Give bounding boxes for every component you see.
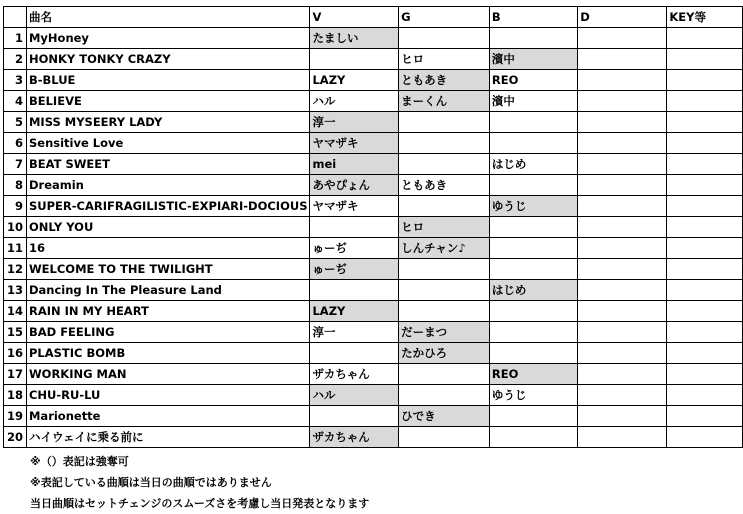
cell-guitar: しんチャン♪	[399, 238, 490, 259]
table-row	[4, 91, 743, 112]
cell-bass	[489, 343, 577, 364]
cell-guitar: ともあき	[399, 70, 490, 91]
setlist-table	[3, 6, 743, 448]
cell-bass: ゆうじ	[489, 196, 577, 217]
cell-number: 7	[4, 154, 27, 175]
cell-drums	[578, 259, 667, 280]
cell-drums	[578, 112, 667, 133]
cell-drums	[578, 217, 667, 238]
cell-guitar	[399, 385, 490, 406]
cell-bass	[489, 217, 577, 238]
header-drums: D	[578, 7, 667, 28]
cell-vocal: LAZY	[310, 301, 399, 322]
cell-bass	[489, 427, 577, 448]
cell-number: 4	[4, 91, 27, 112]
cell-bass	[489, 175, 577, 196]
cell-vocal: あやぴょん	[310, 175, 399, 196]
cell-song: Marionette	[26, 406, 310, 427]
cell-song: Dancing In The Pleasure Land	[26, 280, 310, 301]
cell-number: 2	[4, 49, 27, 70]
table-row	[4, 343, 743, 364]
cell-key	[667, 427, 743, 448]
cell-drums	[578, 385, 667, 406]
cell-drums	[578, 322, 667, 343]
cell-key	[667, 133, 743, 154]
cell-vocal	[310, 343, 399, 364]
cell-number: 15	[4, 322, 27, 343]
header-vocal: V	[310, 7, 399, 28]
cell-guitar	[399, 259, 490, 280]
cell-number: 10	[4, 217, 27, 238]
cell-number: 13	[4, 280, 27, 301]
cell-bass: はじめ	[489, 154, 577, 175]
cell-drums	[578, 364, 667, 385]
cell-bass	[489, 322, 577, 343]
cell-drums	[578, 280, 667, 301]
cell-song: PLASTIC BOMB	[26, 343, 310, 364]
cell-vocal: ヤマザキ	[310, 196, 399, 217]
cell-bass	[489, 238, 577, 259]
cell-key	[667, 301, 743, 322]
cell-song: ONLY YOU	[26, 217, 310, 238]
cell-key	[667, 154, 743, 175]
cell-guitar: ともあき	[399, 175, 490, 196]
cell-number: 11	[4, 238, 27, 259]
cell-number: 5	[4, 112, 27, 133]
cell-drums	[578, 196, 667, 217]
header-song: 曲名	[26, 7, 310, 28]
cell-bass	[489, 133, 577, 154]
cell-song: B-BLUE	[26, 70, 310, 91]
cell-vocal: 淳一	[310, 322, 399, 343]
note-line: ※（）表記は強奪可	[30, 455, 129, 468]
cell-number: 12	[4, 259, 27, 280]
cell-guitar: まーくん	[399, 91, 490, 112]
cell-drums	[578, 427, 667, 448]
table-row	[4, 259, 743, 280]
table-row	[4, 238, 743, 259]
cell-song: WELCOME TO THE TWILIGHT	[26, 259, 310, 280]
cell-vocal	[310, 280, 399, 301]
cell-bass: ゆうじ	[489, 385, 577, 406]
cell-bass: REO	[489, 70, 577, 91]
cell-bass	[489, 259, 577, 280]
header-number	[4, 7, 27, 28]
cell-vocal: mei	[310, 154, 399, 175]
cell-vocal: ハル	[310, 91, 399, 112]
cell-song: BEAT SWEET	[26, 154, 310, 175]
cell-bass: 濱中	[489, 49, 577, 70]
cell-key	[667, 343, 743, 364]
cell-drums	[578, 133, 667, 154]
cell-key	[667, 385, 743, 406]
table-row	[4, 217, 743, 238]
cell-vocal: ザカちゃん	[310, 364, 399, 385]
cell-key	[667, 280, 743, 301]
cell-vocal	[310, 217, 399, 238]
cell-number: 1	[4, 28, 27, 49]
cell-song: CHU-RU-LU	[26, 385, 310, 406]
cell-guitar	[399, 364, 490, 385]
cell-drums	[578, 70, 667, 91]
cell-number: 3	[4, 70, 27, 91]
cell-song: Dreamin	[26, 175, 310, 196]
note-line: 当日曲順はセットチェンジのスムーズさを考慮し当日発表となります	[30, 497, 370, 510]
cell-vocal: たましい	[310, 28, 399, 49]
cell-number: 8	[4, 175, 27, 196]
cell-drums	[578, 406, 667, 427]
table-row	[4, 364, 743, 385]
cell-guitar	[399, 280, 490, 301]
cell-bass	[489, 112, 577, 133]
cell-guitar: ヒロ	[399, 49, 490, 70]
table-row	[4, 49, 743, 70]
table-row	[4, 154, 743, 175]
note-line: ※表記している曲順は当日の曲順ではありません	[30, 476, 272, 489]
cell-number: 17	[4, 364, 27, 385]
table-row	[4, 28, 743, 49]
cell-vocal: LAZY	[310, 70, 399, 91]
cell-guitar	[399, 427, 490, 448]
cell-guitar	[399, 133, 490, 154]
cell-drums	[578, 28, 667, 49]
cell-number: 14	[4, 301, 27, 322]
cell-key	[667, 112, 743, 133]
cell-key	[667, 196, 743, 217]
cell-drums	[578, 301, 667, 322]
cell-key	[667, 28, 743, 49]
cell-key	[667, 364, 743, 385]
table-row	[4, 385, 743, 406]
cell-drums	[578, 91, 667, 112]
table-row	[4, 112, 743, 133]
cell-drums	[578, 154, 667, 175]
cell-vocal: 淳一	[310, 112, 399, 133]
cell-vocal	[310, 49, 399, 70]
cell-guitar	[399, 301, 490, 322]
header-key: KEY等	[667, 7, 743, 28]
header-guitar: G	[399, 7, 490, 28]
cell-number: 19	[4, 406, 27, 427]
cell-song: WORKING MAN	[26, 364, 310, 385]
table-row	[4, 301, 743, 322]
header-row	[4, 7, 743, 28]
cell-key	[667, 322, 743, 343]
cell-bass	[489, 406, 577, 427]
cell-drums	[578, 343, 667, 364]
cell-vocal: ゅーぢ	[310, 259, 399, 280]
cell-key	[667, 217, 743, 238]
table-row	[4, 175, 743, 196]
cell-song: BELIEVE	[26, 91, 310, 112]
cell-song: RAIN IN MY HEART	[26, 301, 310, 322]
cell-guitar: ヒロ	[399, 217, 490, 238]
cell-song: HONKY TONKY CRAZY	[26, 49, 310, 70]
cell-vocal: ゅーぢ	[310, 238, 399, 259]
table-row	[4, 280, 743, 301]
cell-vocal: ヤマザキ	[310, 133, 399, 154]
cell-number: 9	[4, 196, 27, 217]
cell-key	[667, 406, 743, 427]
cell-number: 18	[4, 385, 27, 406]
header-bass: B	[489, 7, 577, 28]
cell-bass: はじめ	[489, 280, 577, 301]
cell-number: 6	[4, 133, 27, 154]
table-row	[4, 322, 743, 343]
cell-song: Sensitive Love	[26, 133, 310, 154]
cell-number: 20	[4, 427, 27, 448]
cell-key	[667, 49, 743, 70]
cell-drums	[578, 49, 667, 70]
cell-guitar	[399, 28, 490, 49]
cell-key	[667, 91, 743, 112]
cell-guitar: ひでき	[399, 406, 490, 427]
table-row	[4, 133, 743, 154]
cell-guitar: だーまつ	[399, 322, 490, 343]
table-row	[4, 427, 743, 448]
cell-guitar	[399, 154, 490, 175]
cell-vocal: ハル	[310, 385, 399, 406]
notes	[30, 451, 369, 514]
cell-guitar	[399, 112, 490, 133]
cell-vocal: ザカちゃん	[310, 427, 399, 448]
cell-bass: 濱中	[489, 91, 577, 112]
cell-guitar: たかひろ	[399, 343, 490, 364]
cell-song: BAD FEELING	[26, 322, 310, 343]
cell-key	[667, 175, 743, 196]
table-row	[4, 70, 743, 91]
cell-guitar	[399, 196, 490, 217]
cell-song: 16	[26, 238, 310, 259]
cell-key	[667, 70, 743, 91]
cell-song: ハイウェイに乗る前に	[26, 427, 310, 448]
cell-key	[667, 259, 743, 280]
cell-number: 16	[4, 343, 27, 364]
cell-bass	[489, 301, 577, 322]
cell-song: MISS MYSEERY LADY	[26, 112, 310, 133]
cell-song: SUPER-CARIFRAGILISTIC-EXPIARI-DOCIOUS	[26, 196, 310, 217]
cell-drums	[578, 175, 667, 196]
table-row	[4, 406, 743, 427]
cell-song: MyHoney	[26, 28, 310, 49]
cell-key	[667, 238, 743, 259]
cell-drums	[578, 238, 667, 259]
cell-bass	[489, 28, 577, 49]
cell-vocal	[310, 406, 399, 427]
table-row	[4, 196, 743, 217]
cell-bass: REO	[489, 364, 577, 385]
